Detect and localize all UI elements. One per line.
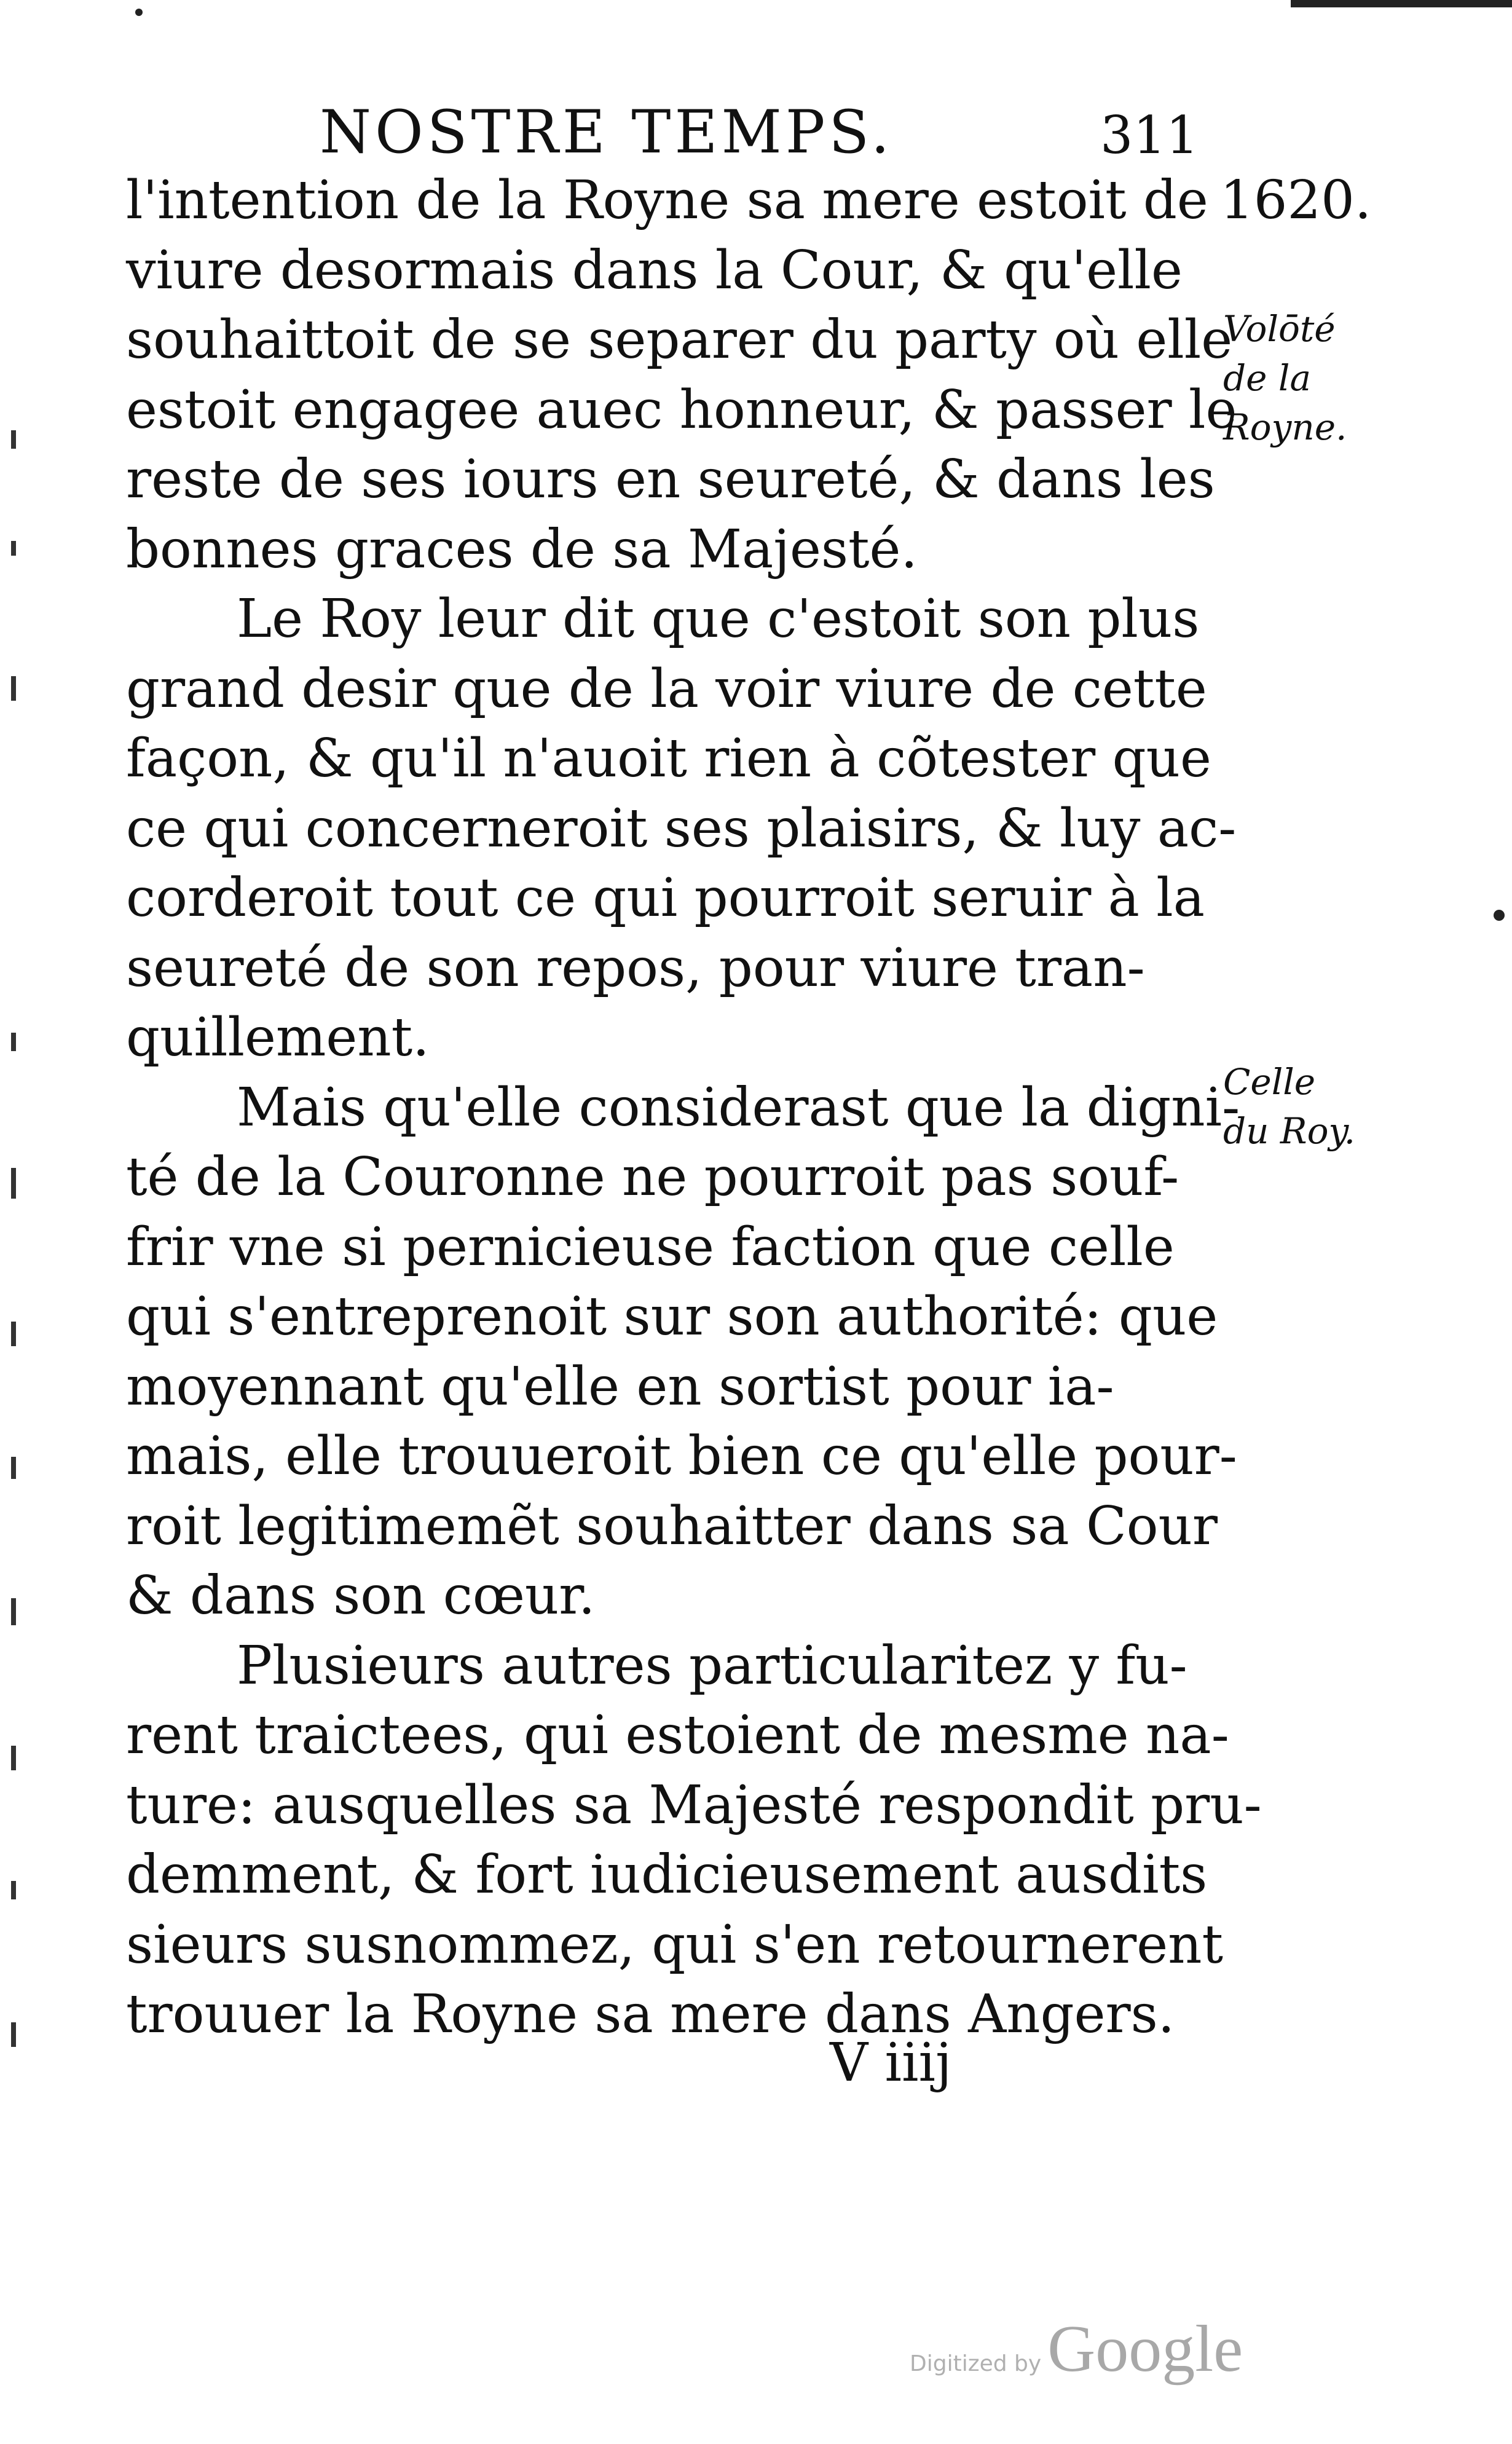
top-edge-rule bbox=[1291, 0, 1512, 7]
text-line: quillement. bbox=[126, 1007, 430, 1068]
signature-mark: V iiij bbox=[830, 2032, 952, 2094]
ink-speck bbox=[1494, 910, 1505, 921]
text-line: roit legitimemẽt souhaitter dans sa Cour bbox=[126, 1495, 1218, 1557]
digitized-label: Digitized by bbox=[910, 2351, 1042, 2376]
text-line: corderoit tout ce qui pourroit seruir à la bbox=[126, 867, 1205, 929]
body-text bbox=[126, 166, 1262, 2050]
text-line: reste de ses iours en seureté, & dans les bbox=[126, 449, 1215, 510]
digitized-watermark bbox=[910, 2311, 1243, 2387]
text-line: ce qui concerneroit ses plaisirs, & luy ac- bbox=[126, 797, 1237, 859]
margin-note-king bbox=[1223, 1057, 1355, 1156]
text-line: té de la Couronne ne pourroit pas souf- bbox=[126, 1146, 1179, 1208]
running-title: NOSTRE TEMPS. bbox=[320, 98, 894, 167]
text-line: frir vne si pernicieuse faction que celle bbox=[126, 1216, 1175, 1278]
text-line: estoit engagee auec honneur, & passer le bbox=[126, 379, 1237, 441]
margin-note-line: de la bbox=[1223, 357, 1312, 399]
text-line: & dans son cœur. bbox=[126, 1565, 596, 1626]
google-logo: Google bbox=[1047, 2312, 1243, 2386]
text-line: seureté de son repos, pour viure tran- bbox=[126, 937, 1145, 999]
margin-note-line: du Roy. bbox=[1223, 1110, 1356, 1152]
page-number: 311 bbox=[1100, 105, 1199, 165]
text-line: demment, & fort iudicieusement ausdits bbox=[126, 1844, 1208, 1906]
margin-year: 1620. bbox=[1220, 170, 1372, 231]
text-line: façon, & qu'il n'auoit rien à cõtester que bbox=[126, 728, 1211, 789]
text-line: viure desormais dans la Cour, & qu'elle bbox=[126, 239, 1183, 301]
text-line: sieurs susnommez, qui s'en retournerent bbox=[126, 1914, 1224, 1976]
text-line: Le Roy leur dit que c'estoit son plus bbox=[237, 588, 1200, 650]
text-line: grand desir que de la voir viure de cette bbox=[126, 658, 1207, 720]
text-line: souhaittoit de se separer du party où elle bbox=[126, 309, 1233, 371]
text-line: ture: ausquelles sa Majesté respondit pru- bbox=[126, 1774, 1262, 1836]
margin-note-line: Celle bbox=[1223, 1061, 1316, 1103]
text-line: qui s'entreprenoit sur son authorité: que bbox=[126, 1286, 1218, 1347]
text-line: rent traictees, qui estoient de mesme na- bbox=[126, 1705, 1229, 1766]
text-line: bonnes graces de sa Majesté. bbox=[126, 518, 918, 580]
text-line: Plusieurs autres particularitez y fu- bbox=[237, 1634, 1187, 1697]
margin-note-line: Royne. bbox=[1223, 406, 1347, 448]
text-line: moyennant qu'elle en sortist pour ia- bbox=[126, 1355, 1114, 1417]
text-line: mais, elle trouueroit bien ce qu'elle pour- bbox=[126, 1425, 1237, 1487]
text-line: l'intention de la Royne sa mere estoit de bbox=[126, 170, 1208, 231]
margin-note-line: Volōté bbox=[1223, 308, 1336, 350]
text-line: trouuer la Royne sa mere dans Angers. bbox=[126, 1984, 1175, 2045]
ink-speck bbox=[135, 9, 143, 16]
text-line: Mais qu'elle considerast que la digni- bbox=[237, 1076, 1240, 1138]
left-margin-bleed bbox=[0, 0, 37, 2444]
margin-note-queen bbox=[1223, 304, 1347, 452]
